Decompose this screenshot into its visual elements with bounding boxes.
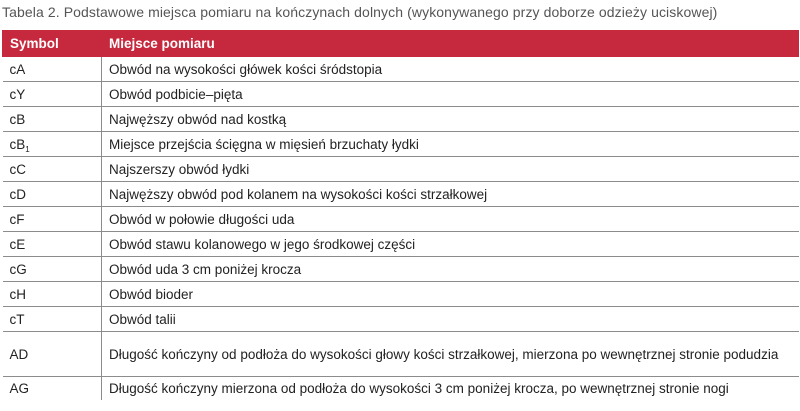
- symbol-cell: cG: [3, 257, 102, 282]
- header-measurement-place: Miejsce pomiaru: [102, 31, 799, 57]
- table-row: [3, 107, 799, 132]
- description-cell: Obwód uda 3 cm poniżej krocza: [102, 257, 799, 282]
- symbol-cell: cB: [3, 107, 102, 132]
- description-cell: Obwód talii: [102, 307, 799, 332]
- description-cell: Obwód podbicie–pięta: [102, 82, 799, 107]
- header-symbol: Symbol: [3, 31, 102, 57]
- description-cell: Najwęższy obwód pod kolanem na wysokości kości strzałkowej: [102, 182, 799, 207]
- description-cell: Obwód w połowie długości uda: [102, 207, 799, 232]
- symbol-text: cB: [9, 136, 26, 152]
- description-cell: Długość kończyny od podłoża do wysokości głowy kości strzałkowej, mierzona po wewnętrznej stronie podudzia: [102, 332, 799, 377]
- description-cell: Obwód bioder: [102, 282, 799, 307]
- symbol-cell: cC: [3, 157, 102, 182]
- symbol-cell: cY: [3, 82, 102, 107]
- table-row: [3, 157, 799, 182]
- table-row: [3, 57, 799, 82]
- table-row: [3, 207, 799, 232]
- symbol-cell: cA: [3, 57, 102, 82]
- symbol-cell: cH: [3, 282, 102, 307]
- symbol-cell: cE: [3, 232, 102, 257]
- symbol-subscript: 1: [25, 144, 30, 154]
- description-cell: Obwód na wysokości główek kości śródstopia: [102, 57, 799, 82]
- measurement-table: [2, 30, 799, 400]
- symbol-cell: cT: [3, 307, 102, 332]
- table-row: [3, 332, 799, 377]
- symbol-cell: [3, 132, 102, 157]
- table-header-row: [3, 31, 799, 57]
- symbol-cell: cF: [3, 207, 102, 232]
- symbol-cell: AG: [3, 377, 102, 401]
- table-row: [3, 182, 799, 207]
- symbol-cell: cD: [3, 182, 102, 207]
- description-cell: Miejsce przejścia ścięgna w mięsień brzuchaty łydki: [102, 132, 799, 157]
- symbol-cell: AD: [3, 332, 102, 377]
- table-row: [3, 82, 799, 107]
- table-row: [3, 232, 799, 257]
- table-row: [3, 377, 799, 401]
- table-row: [3, 307, 799, 332]
- description-cell: Najszerszy obwód łydki: [102, 157, 799, 182]
- description-cell: Długość kończyny mierzona od podłoża do wysokości 3 cm poniżej krocza, po wewnętrznej stronie nogi: [102, 377, 799, 401]
- table-row: [3, 257, 799, 282]
- table-row: [3, 132, 799, 157]
- table-caption: Tabela 2. Podstawowe miejsca pomiaru na kończynach dolnych (wykonywanego przy doborze odzieży uciskowej): [2, 4, 718, 20]
- table-row: [3, 282, 799, 307]
- description-cell: Najwęższy obwód nad kostką: [102, 107, 799, 132]
- description-cell: Obwód stawu kolanowego w jego środkowej części: [102, 232, 799, 257]
